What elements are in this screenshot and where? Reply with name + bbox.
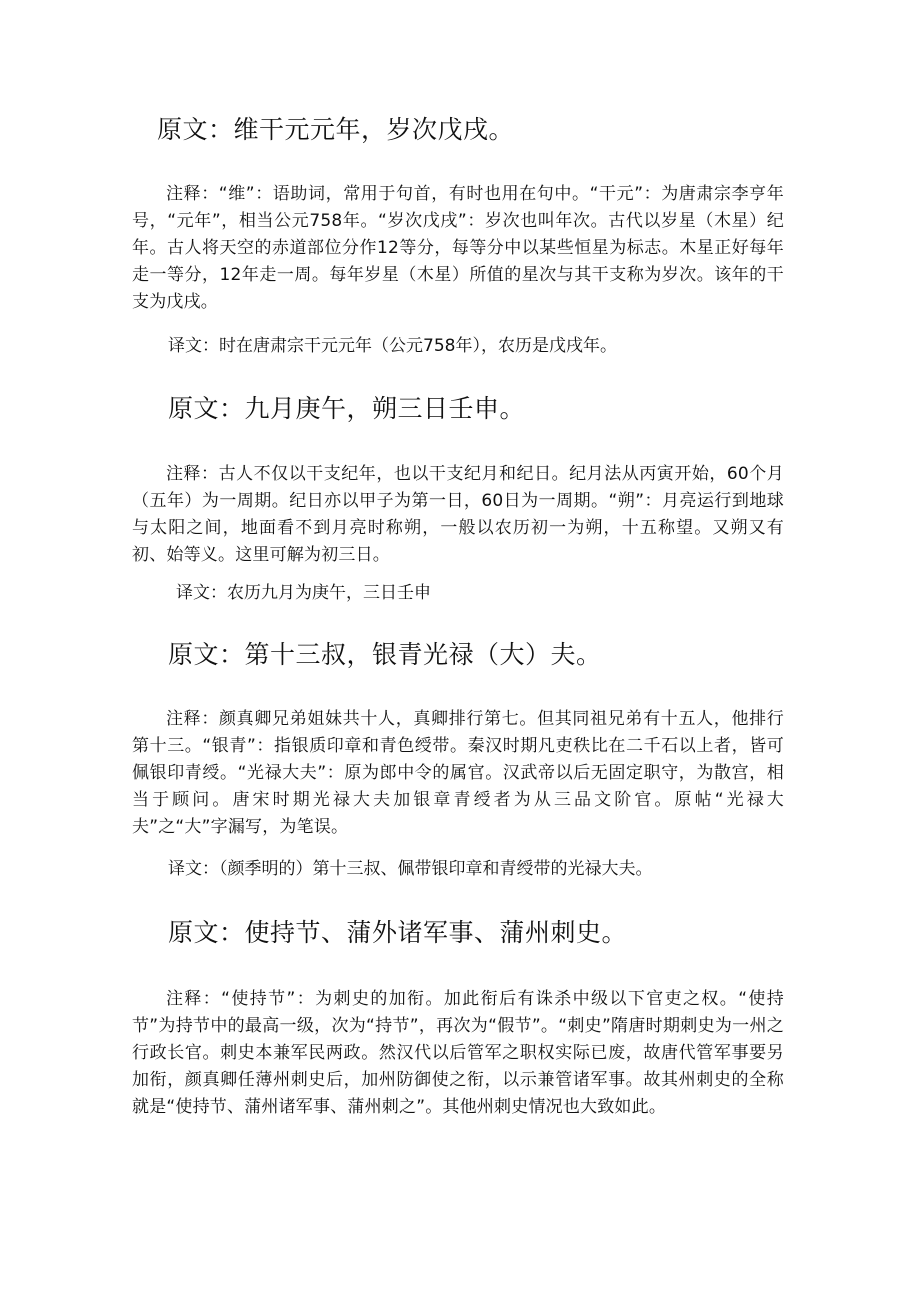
annotation-paragraph-3: 注释：颜真卿兄弟姐妹共十人，真卿排行第七。但其同祖兄弟有十五人，他排行第十三。“银青”：指银质印章和青色绶带。秦汉时期凡吏秩比在二千石以上者，皆可佩银印青绶。“光禄大夫”：原为郎中令的属官。汉武帝以后无固定职守，为散宫，相当于顾问。唐宋时期光禄大夫加银章青绶者为从三品文阶官。原帖“光禄大夫”之“大”字漏写，为笔误。 — [132, 709, 784, 837]
annotation-paragraph-4: 注释：“使持节”：为刺史的加衔。加此衔后有诛杀中级以下官吏之权。“使持节”为持节中的最高一级，次为“持节”，再次为“假节”。“刺史”隋唐时期刺史为一州之行政长官。刺史本兼军民两政。然汉代以后管军之职权实际已废，故唐代管军事要另加衔，颜真卿任薄州刺史后，加州防御使之衔，以示兼管诸军事。故其州刺史的全称就是“使持节、蒲州诸军事、蒲州刺之”。其他州刺史情况也大致如此。 — [132, 989, 784, 1117]
annotation-paragraph-2: 注释：古人不仅以干支纪年，也以干支纪月和纪日。纪月法从丙寅开始，60个月（五年）为一周期。纪日亦以甲子为第一日，60日为一周期。“朔”：月亮运行到地球与太阳之间，地面看不到月亮时称朔，一般以农历初一为朔，十五称望。又朔又有初、始等义。这里可解为初三日。 — [132, 464, 784, 565]
original-text-heading-2: 原文：九月庚午，朔三日壬申。 — [168, 394, 526, 423]
original-text-heading-3: 原文：第十三叔，银青光禄（大）夫。 — [168, 640, 602, 669]
translation-line-2: 译文：农历九月为庚午，三日壬申 — [176, 583, 431, 603]
original-text-heading-1: 原文：维干元元年，岁次戊戌。 — [157, 115, 515, 144]
annotation-paragraph-1: 注释：“维”：语助词，常用于句首，有时也用在句中。“干元”：为唐肃宗李亨年号，“元年”，相当公元758年。“岁次戊戌”：岁次也叫年次。古代以岁星（木星）纪年。古人将天空的赤道部位分作12等分，每等分中以某些恒星为标志。木星正好每年走一等分，12年走一周。每年岁星（木星）所值的星次与其干支称为岁次。该年的干支为戊戌。 — [132, 184, 784, 312]
translation-line-3: 译文：（颜季明的）第十三叔、佩带银印章和青绶带的光禄大夫。 — [168, 859, 653, 879]
original-text-heading-4: 原文：使持节、蒲外诸军事、蒲州刺史。 — [168, 918, 628, 947]
translation-line-1: 译文：时在唐肃宗干元元年（公元758年），农历是戊戌年。 — [168, 336, 617, 356]
